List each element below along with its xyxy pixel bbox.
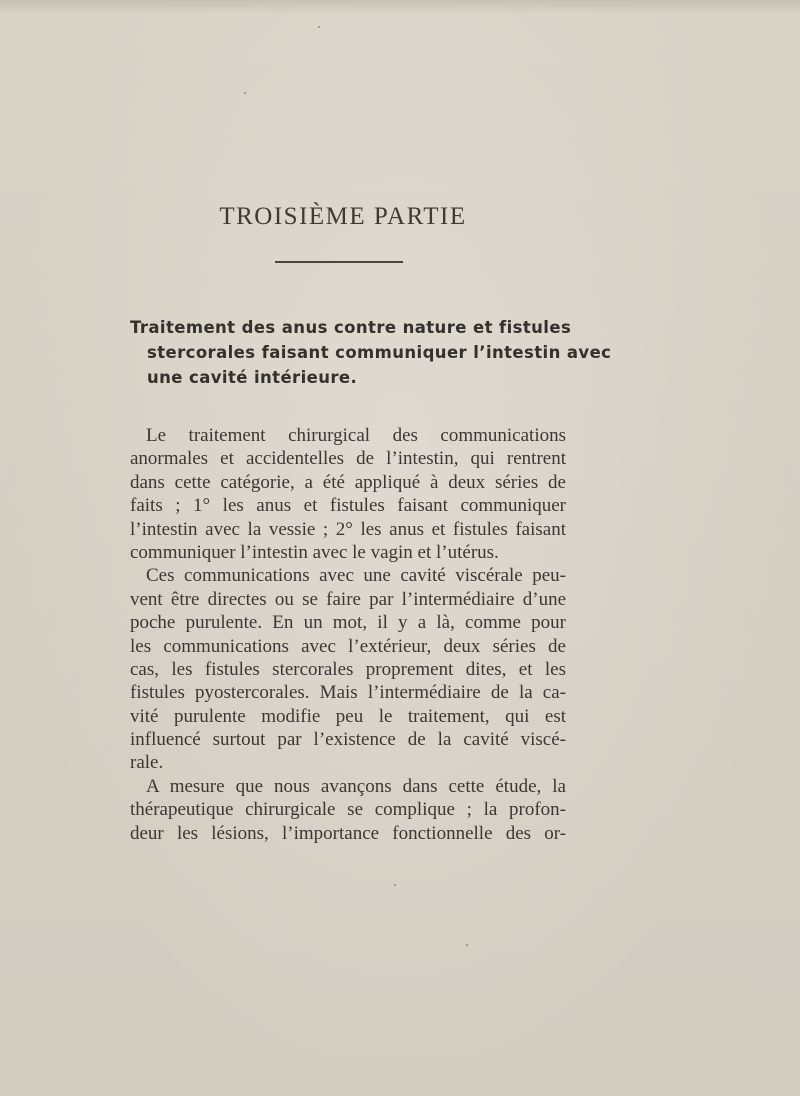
body-text xyxy=(130,424,566,845)
page-top-edge xyxy=(0,0,800,14)
body-line: deur les lésions, l’importance fonctionnelle des or- xyxy=(130,822,566,844)
body-line: A mesure que nous avançons dans cette étude, la xyxy=(146,775,566,797)
body-line: rale. xyxy=(130,752,164,774)
subtitle-line: stercorales faisant communiquer l’intestin avec xyxy=(147,343,612,362)
subtitle-line: une cavité intérieure. xyxy=(147,368,358,387)
part-heading: TROISIÈME PARTIE xyxy=(219,203,467,230)
body-line: Le traitement chirurgical des communications xyxy=(146,425,566,446)
body-line: thérapeutique chirurgicale se complique ; la profon- xyxy=(130,799,566,821)
body-line: anormales et accidentelles de l’intestin, qui rentrent xyxy=(130,448,566,470)
body-line: vité purulente modifie peu le traitement, qui est xyxy=(130,705,566,727)
body-line: influencé surtout par l’existence de la cavité viscé- xyxy=(130,729,566,751)
body-line: dans cette catégorie, a été appliqué à deux séries de xyxy=(130,471,566,493)
body-line: poche purulente. En un mot, il y a là, comme pour xyxy=(130,612,566,634)
body-line: fistules pyostercorales. Mais l’intermédiaire de la ca- xyxy=(130,682,566,704)
paper-speck xyxy=(318,26,320,28)
body-line: communiquer l’intestin avec le vagin et l’utérus. xyxy=(130,541,499,563)
subtitle-line: Traitement des anus contre nature et fistules xyxy=(130,318,572,337)
body-line: Ces communications avec une cavité viscérale peu- xyxy=(146,565,566,587)
heading-rule xyxy=(275,261,403,263)
body-line: l’intestin avec la vessie ; 2° les anus et fistules faisant xyxy=(130,518,566,540)
body-line: faits ; 1° les anus et fistules faisant communiquer xyxy=(130,495,566,517)
body-line: vent être directes ou se faire par l’intermédiaire d’une xyxy=(130,588,566,610)
paper-speck xyxy=(466,944,468,946)
section-subtitle xyxy=(130,315,612,390)
paper-speck xyxy=(394,884,396,886)
paper-speck xyxy=(244,92,246,94)
body-line: cas, les fistules stercorales proprement dites, et les xyxy=(130,658,566,680)
body-line: les communications avec l’extérieur, deux séries de xyxy=(130,635,566,657)
